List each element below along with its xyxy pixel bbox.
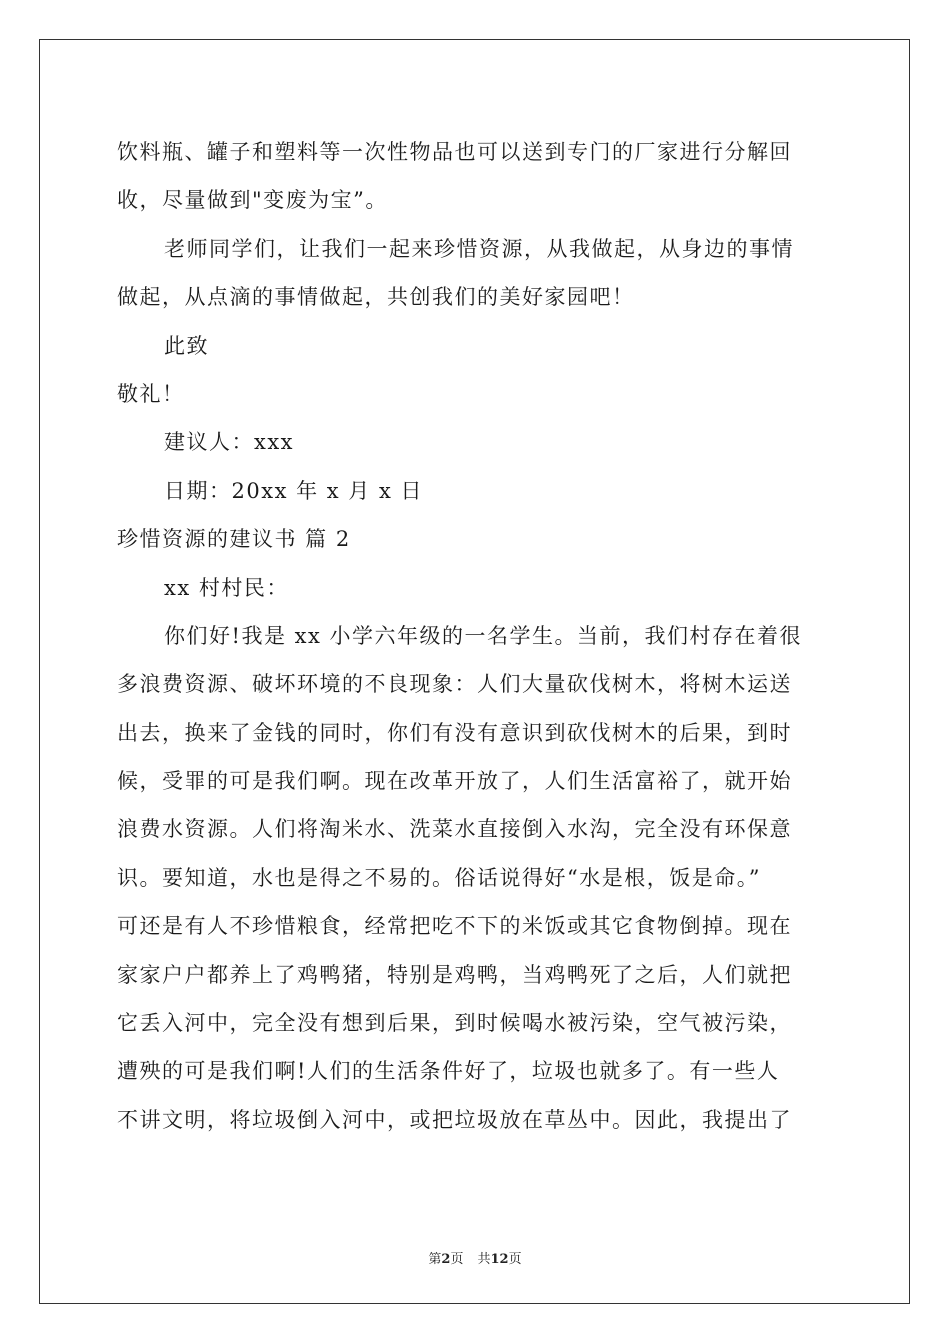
document-body [117,128,835,1144]
footer-total-unit: 页 [508,1252,522,1267]
footer-total-prefix: 共 [477,1252,491,1267]
footer-prefix: 第 [428,1252,442,1267]
text-line: 它丢入河中，完全没有想到后果，到时候喝水被污染，空气被污染， [117,1011,792,1036]
total-page-count: 12 [490,1252,509,1267]
closing-salutation: 此致 [164,333,209,358]
text-line: 不讲文明，将垃圾倒入河中，或把垃圾放在草丛中。因此，我提出了 [117,1107,792,1132]
text-line: 收，尽量做到"变废为宝”。 [117,188,388,213]
footer-page-unit: 页 [450,1252,464,1267]
text-line: 老师同学们，让我们一起来珍惜资源，从我做起，从身边的事情 [164,236,794,261]
text-line: 出去，换来了金钱的同时，你们有没有意识到砍伐树木的后果，到时 [117,720,792,745]
text-line: 遭殃的可是我们啊!人们的生活条件好了，垃圾也就多了。有一些人 [117,1059,780,1084]
proposer-line: 建议人：xxx [164,430,295,455]
text-line: 多浪费资源、破坏环境的不良现象：人们大量砍伐树木，将树木运送 [117,672,792,697]
section-title: 珍惜资源的建议书 篇 2 [117,527,351,552]
text-line: 可还是有人不珍惜粮食，经常把吃不下的米饭或其它食物倒掉。现在 [117,914,792,939]
text-line: 识。要知道，水也是得之不易的。俗话说得好“水是根，饭是命。” [117,865,761,890]
closing-respect: 敬礼！ [117,381,185,406]
text-line: 你们好!我是 xx 小学六年级的一名学生。当前，我们村存在着很 [164,623,802,648]
text-line: 候，受罪的可是我们啊。现在改革开放了，人们生活富裕了，就开始 [117,769,792,794]
current-page-number: 2 [441,1252,451,1267]
addressee-line: xx 村村民： [164,575,289,600]
text-line: 家家户户都养上了鸡鸭猪，特别是鸡鸭，当鸡鸭死了之后，人们就把 [117,962,792,987]
date-line: 日期：20xx 年 x 月 x 日 [164,478,423,503]
text-line: 浪费水资源。人们将淘米水、洗菜水直接倒入水沟，完全没有环保意 [117,817,792,842]
page-footer [0,1248,950,1267]
text-line: 饮料瓶、罐子和塑料等一次性物品也可以送到专门的厂家进行分解回 [117,140,792,164]
text-line: 做起，从点滴的事情做起，共创我们的美好家园吧！ [117,285,635,310]
